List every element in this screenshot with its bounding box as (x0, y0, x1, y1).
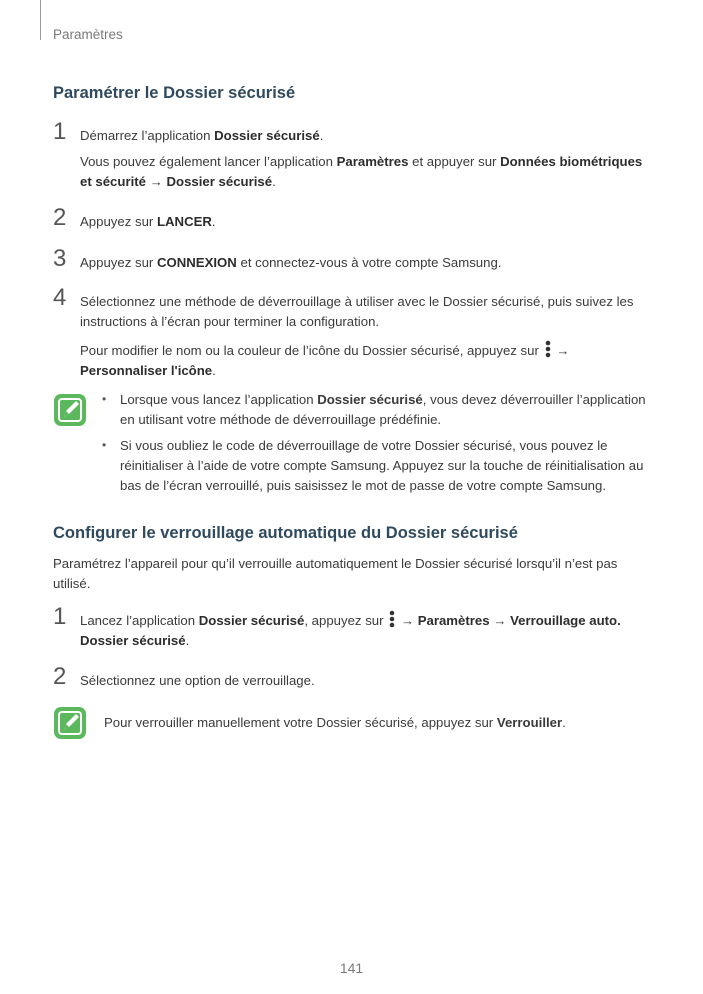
note-text-lock: Pour verrouiller manuellement votre Dossier sécurisé, appuyez sur Verrouiller. (104, 715, 566, 730)
note-pencil-icon (53, 393, 87, 427)
step-4-text: Sélectionnez une méthode de déverrouillage à utiliser avec le Dossier sécurisé, puis suivez les instructions à l’écran pour terminer la configuration. (80, 294, 634, 329)
section-intro: Paramétrez l’appareil pour qu’il verrouille automatiquement le Dossier sécurisé lorsqu’il n’est pas utilisé. (53, 556, 618, 591)
section-title-autolock: Configurer le verrouillage automatique du Dossier sécurisé (53, 524, 518, 542)
step-3-text: Appuyez sur CONNEXION et connectez-vous à votre compte Samsung. (80, 255, 502, 270)
note-bullet-2: • (102, 438, 107, 452)
step-2-text: Appuyez sur LANCER. (80, 214, 216, 229)
section-title-setup: Paramétrer le Dossier sécurisé (53, 84, 296, 102)
step-1b-text: Lancez l’application Dossier sécurisé, appuyez sur → Paramètres → Verrouillage auto. Dossier sécurisé. (80, 610, 655, 651)
more-options-icon (545, 340, 551, 358)
note-pencil-icon (53, 706, 87, 740)
note-item-1: Lorsque vous lancez l’application Dossier sécurisé, vous devez déverrouiller l’application en utilisant votre méthode de déverrouillage prédéfinie. (120, 392, 646, 427)
page-number: 141 (339, 960, 364, 976)
header-divider (40, 0, 41, 40)
step-1-detail: Vous pouvez également lancer l’application Paramètres et appuyer sur Données biométriques et sécurité → Dossier sécurisé. (80, 154, 643, 189)
step-2b-text: Sélectionnez une option de verrouillage. (80, 673, 315, 688)
more-options-icon (389, 610, 395, 628)
step-4-detail: Pour modifier le nom ou la couleur de l’icône du Dossier sécurisé, appuyez sur → Personnaliser l'icône. (80, 340, 655, 381)
note-item-2: Si vous oubliez le code de déverrouillage de votre Dossier sécurisé, vous pouvez le réinitialiser à l’aide de votre compte Samsung. Appuyez sur la touche de réinitialisation au bas de l’écran verrouillé, puis saisissez le mot de passe de votre compte Samsung. (120, 438, 644, 493)
step-1-text: Démarrez l’application Dossier sécurisé. (80, 128, 324, 143)
page-header: Paramètres (53, 27, 123, 42)
note-bullet-1: • (102, 392, 107, 406)
